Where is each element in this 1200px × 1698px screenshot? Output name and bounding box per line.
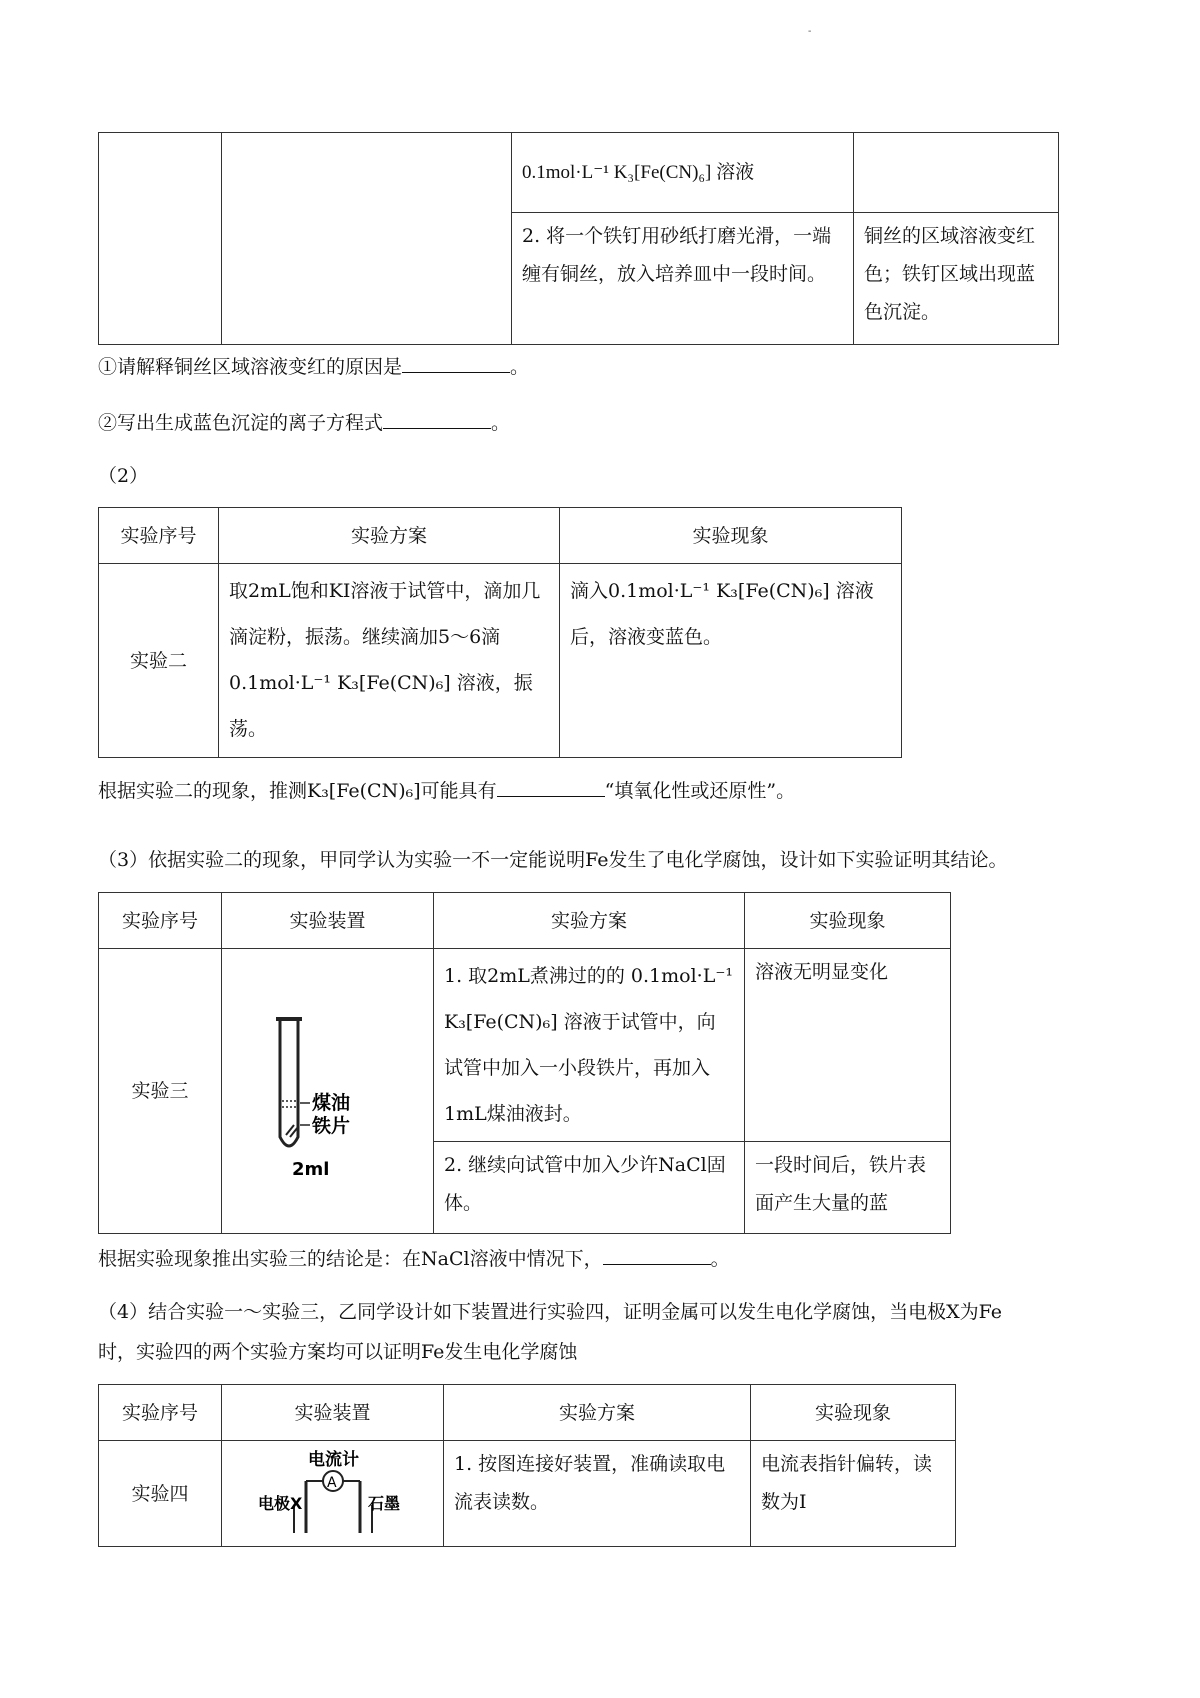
table3-apparatus (222, 949, 434, 1234)
table2-header-phenomenon: 实验现象 (560, 508, 902, 564)
table1-row2-plan: 2. 将一个铁钉用砂纸打磨光滑，一端缠有铜丝，放入培养皿中一段时间。 (512, 213, 854, 345)
question-2: 根据实验二的现象，推测K₃[Fe(CN)₆]可能具有 “填氧化性或还原性”。 (98, 776, 795, 805)
table1-cell-blank-1 (99, 133, 222, 345)
question-3: 根据实验现象推出实验三的结论是：在NaCl溶液中情况下， 。 (98, 1244, 730, 1273)
table3-phenomenon-1: 溶液无明显变化 (745, 949, 951, 1142)
table4-exp-name: 实验四 (99, 1441, 222, 1547)
answer-blank-1[interactable] (402, 352, 510, 373)
answer-blank-4[interactable] (603, 1244, 711, 1265)
label-graphite: 石墨 (368, 1494, 401, 1513)
electrochemical-cell-diagram (222, 1441, 444, 1533)
table3-header-no: 实验序号 (99, 893, 222, 949)
table3-plan-1: 1. 取2mL煮沸过的的 0.1mol·L⁻¹ K₃[Fe(CN)₆] 溶液于试管中，向试管中加入一小段铁片，再加入1mL煤油液封。 (434, 949, 745, 1142)
table-experiment-four (98, 1384, 956, 1547)
answer-blank-3[interactable] (497, 776, 605, 797)
table1-row2-phenomenon: 铜丝的区域溶液变红色；铁钉区域出现蓝色沉淀。 (854, 213, 1059, 345)
table4-header-phenomenon: 实验现象 (751, 1385, 956, 1441)
table-experiment-two (98, 507, 902, 758)
tube-outline (280, 1021, 298, 1146)
table4-header-no: 实验序号 (99, 1385, 222, 1441)
table2-exp-name: 实验二 (99, 564, 219, 758)
table3-header-plan: 实验方案 (434, 893, 745, 949)
part-4-line-1: （4）结合实验一～实验三，乙同学设计如下装置进行实验四，证明金属可以发生电化学腐蚀，当电极X为Fe (98, 1301, 1003, 1323)
table4-header-plan: 实验方案 (444, 1385, 751, 1441)
label-iron: 铁片 (312, 1114, 351, 1137)
part-3-text: （3）依据实验二的现象，甲同学认为实验一不一定能说明Fe发生了电化学腐蚀，设计如下实验证明其结论。 (98, 849, 1008, 871)
table1-row1-phenomenon (854, 133, 1059, 213)
table4-phenomenon-1: 电流表指针偏转，读数为I (751, 1441, 956, 1547)
label-electrode: 电极X (258, 1494, 303, 1513)
table4-plan-1: 1. 按图连接好装置，准确读取电流表读数。 (444, 1441, 751, 1547)
table3-header-phenomenon: 实验现象 (745, 893, 951, 949)
part-2-label: （2） (98, 465, 149, 487)
label-a: A (327, 1475, 337, 1491)
question-1-2: ②写出生成蓝色沉淀的离子方程式 。 (98, 408, 510, 437)
table3-exp-name: 实验三 (99, 949, 222, 1234)
table1-row1-plan: 0.1mol·L⁻¹ K₃[Fe(CN)₆] 溶液 (512, 133, 854, 213)
question-1-1: ①请解释铜丝区域溶液变红的原因是 。 (98, 352, 529, 381)
table2-header-no: 实验序号 (99, 508, 219, 564)
part-4-line-2: 时，实验四的两个实验方案均可以证明Fe发生电化学腐蚀 (98, 1341, 578, 1363)
table3-phenomenon-2: 一段时间后，铁片表面产生大量的蓝 (745, 1142, 951, 1234)
test-tube-diagram (222, 965, 434, 1205)
table1-cell-blank-2 (222, 133, 512, 345)
corner-mark: - (808, 26, 812, 37)
label-kerosene: 煤油 (312, 1091, 351, 1114)
table4-apparatus (222, 1441, 444, 1547)
table2-phenomenon: 滴入0.1mol·L⁻¹ K₃[Fe(CN)₆] 溶液后，溶液变蓝色。 (560, 564, 902, 758)
label-volume: 2ml (292, 1158, 330, 1180)
label-ammeter: 电流计 (308, 1450, 359, 1470)
tube-rim (276, 1017, 302, 1021)
table3-header-apparatus: 实验装置 (222, 893, 434, 949)
table-experiment-one (98, 132, 1059, 345)
table4-header-apparatus: 实验装置 (222, 1385, 444, 1441)
table2-header-plan: 实验方案 (219, 508, 560, 564)
table3-plan-2: 2. 继续向试管中加入少许NaCl固体。 (434, 1142, 745, 1234)
answer-blank-2[interactable] (383, 408, 491, 429)
table-experiment-three (98, 892, 951, 1234)
table2-plan: 取2mL饱和KI溶液于试管中，滴加几滴淀粉，振荡。继续滴加5～6滴 0.1mol·L⁻¹ K₃[Fe(CN)₆] 溶液，振荡。 (219, 564, 560, 758)
